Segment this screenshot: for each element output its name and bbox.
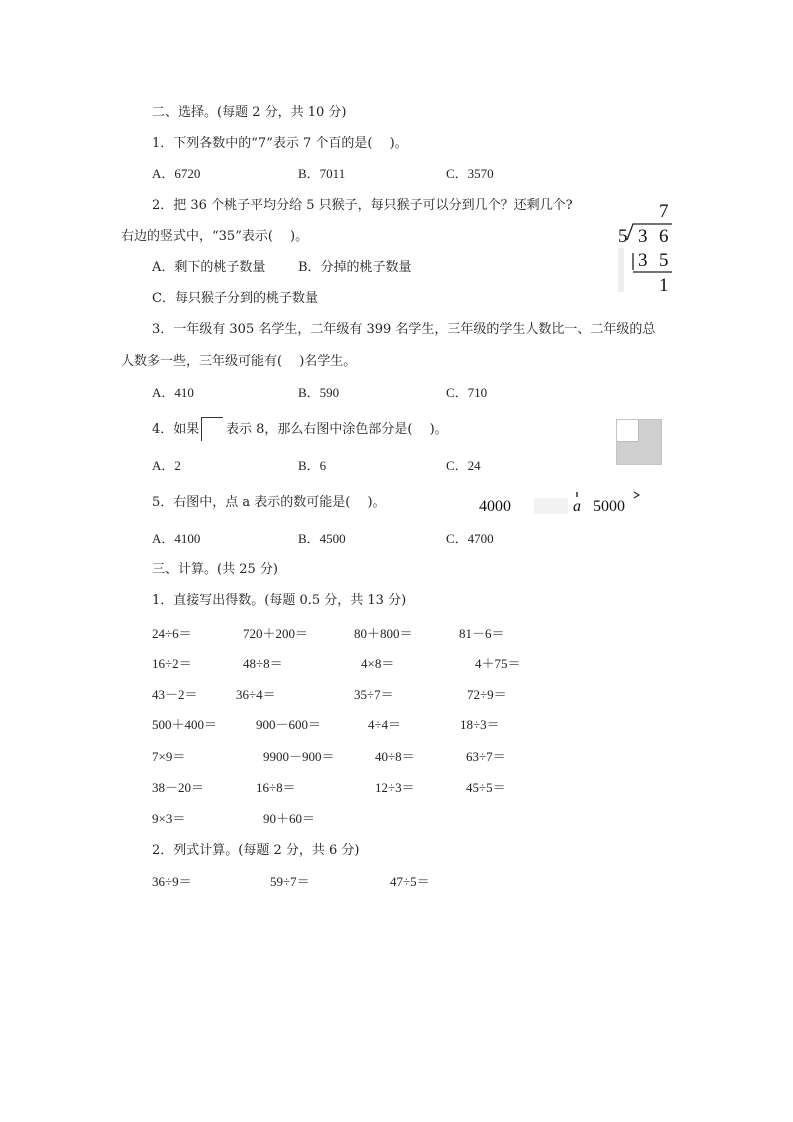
number-line-start: 4000 xyxy=(479,498,511,515)
division-dividend-tens: 3 xyxy=(638,226,648,247)
calc-item: 4×8＝ xyxy=(361,656,395,671)
column-calc-item: 36÷9＝ xyxy=(152,874,192,889)
q3-stem-line2: 人数多一些，三年级可能有( )名学生。 xyxy=(121,354,357,369)
calc-item: 900－600＝ xyxy=(256,717,322,732)
calc-item: 500＋400＝ xyxy=(152,717,218,732)
calc-item: 45÷5＝ xyxy=(466,780,506,795)
calc-item: 40÷8＝ xyxy=(375,749,415,764)
calc-item: 43－2＝ xyxy=(152,687,198,702)
long-division-figure xyxy=(616,200,674,296)
shaded-grid-figure xyxy=(616,419,662,465)
calc-item: 90＋60＝ xyxy=(263,811,316,826)
division-divisor: 5 xyxy=(618,226,628,247)
q2-stem-line2: 右边的竖式中，“35”表示( )。 xyxy=(121,229,309,244)
calc-item: 38－20＝ xyxy=(152,780,205,795)
q3-option-c: C．710 xyxy=(446,385,488,400)
calc-item: 18÷3＝ xyxy=(460,717,500,732)
column-calc-item: 47÷5＝ xyxy=(390,874,430,889)
section3-heading: 三、计算。(共 25 分) xyxy=(152,562,278,577)
calc-item: 24÷6＝ xyxy=(152,626,192,641)
calc-item: 16÷8＝ xyxy=(256,780,296,795)
calc-item: 9900－900＝ xyxy=(263,749,335,764)
q3-stem-line1: 3．一年级有 305 名学生，二年级有 399 名学生，三年级的学生人数比一、二年级的总 xyxy=(152,322,656,337)
q1-option-a: A．6720 xyxy=(152,166,201,181)
calc-item: 81－6＝ xyxy=(459,626,505,641)
q1-option-c: C．3570 xyxy=(446,166,494,181)
q5-stem: 5．右图中，点 a 表示的数可能是( )。 xyxy=(152,495,386,510)
division-product-tens: 3 xyxy=(638,250,648,271)
q4-stem-after: 表示 8，那么右图中涂色部分是( )。 xyxy=(226,422,448,437)
q5-option-b: B．4500 xyxy=(298,531,346,546)
q4-option-a: A．2 xyxy=(152,458,181,473)
part2-heading: 2．列式计算。(每题 2 分，共 6 分) xyxy=(152,843,360,858)
q2-stem-line1: 2．把 36 个桃子平均分给 5 只猴子，每只猴子可以分到几个？还剩几个? xyxy=(152,198,573,213)
calc-item: 4÷4＝ xyxy=(368,717,402,732)
calc-item: 80＋800＝ xyxy=(354,626,413,641)
calc-item: 48÷8＝ xyxy=(243,656,283,671)
calc-item: 35÷7＝ xyxy=(354,687,394,702)
q2-option-c: C．每只猴子分到的桃子数量 xyxy=(152,291,318,306)
part1-heading: 1．直接写出得数。(每题 0.5 分，共 13 分) xyxy=(152,593,407,608)
calc-item: 72÷9＝ xyxy=(467,687,507,702)
calc-item: 36÷4＝ xyxy=(236,687,276,702)
calc-item: 16÷2＝ xyxy=(152,656,192,671)
calc-item: 7×9＝ xyxy=(152,749,186,764)
calc-item: 4＋75＝ xyxy=(475,656,521,671)
q2-option-a: A．剩下的桃子数量 xyxy=(152,260,266,275)
q3-option-b: B．590 xyxy=(298,385,340,400)
division-remainder: 1 xyxy=(659,275,669,296)
number-line-figure xyxy=(476,490,646,520)
section2-heading: 二、选择。(每题 2 分，共 10 分) xyxy=(152,105,347,120)
division-quotient: 7 xyxy=(659,201,669,222)
number-line-end: 5000 xyxy=(593,498,625,515)
calc-item: 720＋200＝ xyxy=(243,626,309,641)
calc-item: 12÷3＝ xyxy=(375,780,415,795)
q4-stem-before: 4．如果 xyxy=(152,422,200,437)
q4-option-b: B．6 xyxy=(298,458,327,473)
q1-stem: 1．下列各数中的“7”表示 7 个百的是( )。 xyxy=(152,136,408,151)
column-calc-item: 59÷7＝ xyxy=(270,874,310,889)
q1-option-b: B．7011 xyxy=(298,166,346,181)
calc-item: 9×3＝ xyxy=(152,811,186,826)
q2-option-b: B．分掉的桃子数量 xyxy=(298,260,412,275)
unit-square-box xyxy=(201,417,223,441)
q5-option-c: C．4700 xyxy=(446,531,494,546)
number-line-point-a: a xyxy=(573,498,581,515)
q3-option-a: A．410 xyxy=(152,385,194,400)
grid-outline xyxy=(616,419,662,465)
calc-item: 63÷7＝ xyxy=(466,749,506,764)
q5-option-a: A．4100 xyxy=(152,531,201,546)
division-product-ones: 5 xyxy=(659,250,669,271)
division-dividend-ones: 6 xyxy=(659,226,669,247)
q4-option-c: C．24 xyxy=(446,458,481,473)
